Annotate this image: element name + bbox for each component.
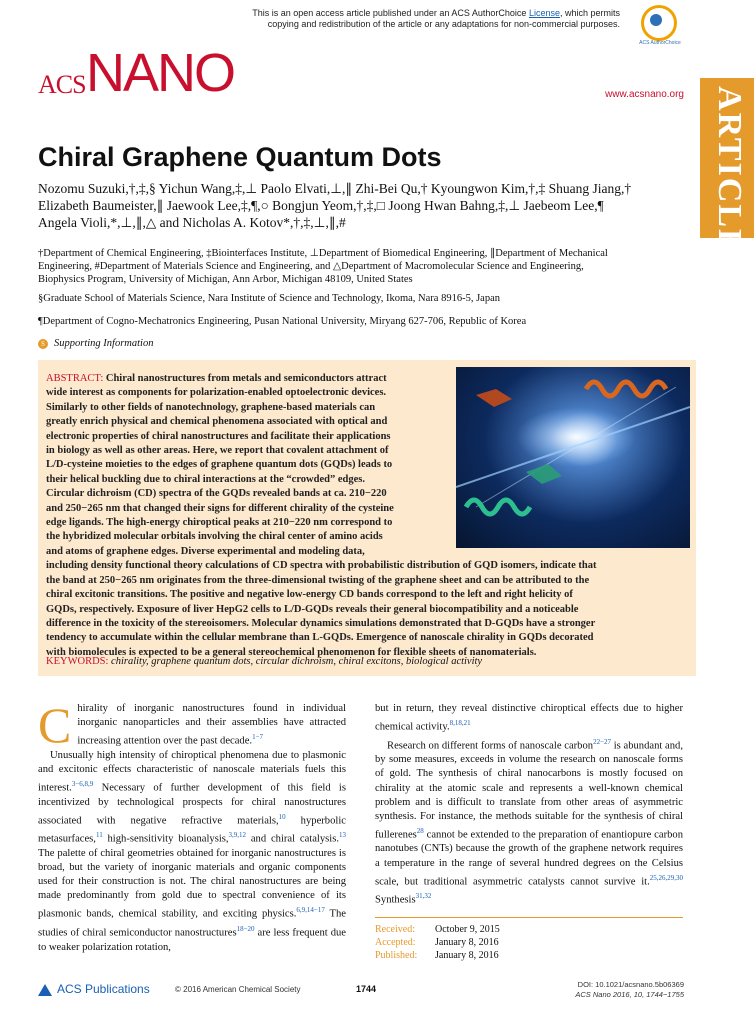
journal-url[interactable]: www.acsnano.org — [605, 89, 684, 100]
body-column-left — [38, 697, 346, 955]
abstract-line: and 250−265 nm that changed their signs for different chirality of the cysteine — [46, 502, 394, 514]
paragraph: Research on different forms of nanoscale carbon$^{22-27}$ is abundant and, by some measures, exceeds in volume the research on nanoscale forms of gold. The synthesis of chiral nanocarbons is mostly focused on chirality at the atomic scale and represents a well-known chemical problem and is difficult to translate from other areas of asymmetric synthesis. For instance, the methods suitable for the synthesis of chiral fullerenes$^{28}$ cannot be extended to the preparation of enantiopure carbon nanotubes (CNTs) because the growth of the graphene network requires a temperature in the range of several hundred degrees on the Celsius scale, but traditional asymmetric catalysts cannot survive it.$^{25,26,29,30}$ Synthesis$^{31,32}$ — [375, 737, 683, 906]
abstract-line: the band at 250−265 nm originates from the three-dimensional twisting of the graphene sheet and can be attributed to the — [46, 574, 590, 586]
citation-link[interactable]: 6,9,14−17 — [296, 906, 325, 915]
logo-acs: ACS — [38, 70, 86, 99]
notice-text: This is an open access article published under an ACS AuthorChoice — [252, 8, 529, 18]
acs-publications-logo[interactable] — [38, 982, 150, 996]
abstract-text — [46, 372, 688, 660]
authorchoice-caption: ACS AuthorChoice — [639, 40, 681, 46]
affiliation-line: †Department of Chemical Engineering, ‡Biointerfaces Institute, ⊥Department of Biomedical Engineering, ∥Department of Mechanical — [38, 248, 608, 259]
abstract-line: Similarly to other fields of nanotechnology, graphene-based materials can — [46, 401, 376, 413]
citation-link[interactable]: 25,26,29,30 — [649, 873, 683, 882]
affiliation-nara: §Graduate School of Materials Science, Nara Institute of Science and Technology, Ikoma, Nara 8916-5, Japan — [38, 293, 500, 304]
drop-cap: C — [38, 697, 72, 753]
citation-link[interactable]: 18−20 — [236, 924, 255, 933]
keywords — [46, 656, 686, 667]
citation: ACS Nano 2016, 10, 1744−1755 — [575, 990, 684, 999]
citation-link[interactable]: 3,9,12 — [228, 831, 247, 840]
paragraph: Unusually high intensity of chiroptical phenomena due to plasmonic and excitonic effects characteristic of nanoscale materials fuels this interest.$^{3-6,8,9}$ Necessary of further development of this field is incentivized by technological prospects for chiral nanostructures associated with negative refractive materials,$^{10}$ hyperbolic metasurfaces,$^{11}$ high-sensitivity bioanalysis,$^{3,9,12}$ and chiral catalysis.$^{13}$ The palette of chiral geometries obtained for inorganic nanostructures is broad, but the variety of inorganic materials and organic components used for their construction is not. The chiral nanostructures are being made predominantly from gold due to spectral convenience of its plasmonic bands, chemical stability, and exciting physics.$^{6,9,14-17}$ The studies of chiral semiconductor nanostructures$^{18-20}$ are less frequent due to weaker polarization rotation, — [38, 749, 346, 953]
abstract-line: edge ligands. The high-energy chiroptical peaks at 210−220 nm correspond to — [46, 517, 393, 529]
date-published: Published: January 8, 2016 — [375, 950, 499, 961]
supporting-label: Supporting Information — [54, 338, 154, 349]
citation-link[interactable]: 28 — [416, 826, 424, 835]
dates-divider — [375, 917, 683, 918]
copyright: © 2016 American Chemical Society — [175, 985, 301, 994]
author-line: Angela Violi,*,⊥,∥,△ and Nicholas A. Kotov*,†,‡,⊥,∥,# — [38, 215, 346, 230]
citation-link[interactable]: 11 — [95, 831, 103, 840]
citation-link[interactable]: 31,32 — [415, 892, 432, 901]
citation-link[interactable]: 13 — [339, 831, 346, 840]
body-column-right — [375, 702, 683, 908]
abstract-line: GQDs, respectively. Exposure of liver HepG2 cells to L/D-GQDs reveals their general biocompatibility and a noticeable — [46, 603, 579, 615]
abstract-line: with biomolecules is expected to be a general stereochemical phenomenon for flexible sheets of nanomaterials. — [46, 646, 537, 658]
publication-dates — [375, 923, 500, 962]
author-line: Nozomu Suzuki,†,‡,§ Yichun Wang,‡,⊥ Paolo Elvati,⊥,∥ Zhi-Bei Qu,† Kyoungwon Kim,†,‡ Shuang Jiang,† — [38, 181, 632, 196]
notice-text-end: , which permits — [559, 8, 620, 18]
citation-link[interactable]: 3−6,8,9 — [71, 780, 94, 788]
abstract-line: and atoms of graphene edges. Diverse experimental and modeling data, — [46, 545, 365, 557]
acs-authorchoice-icon — [641, 5, 677, 41]
paragraph: but in return, they reveal distinctive chiroptical effects due to higher chemical activity.$^{8,18,21}$ — [375, 703, 683, 733]
acs-triangle-icon — [38, 984, 52, 996]
page-number: 1744 — [356, 984, 377, 994]
author-list — [38, 180, 688, 231]
doi[interactable]: DOI: 10.1021/acsnano.5b06369 — [577, 980, 684, 989]
affiliation-line: Engineering, #Department of Materials Science and Engineering, and △Department of Macromolecular Science and Engineering, — [38, 261, 584, 272]
publisher-name: ACS Publications — [57, 982, 150, 996]
supporting-information-link[interactable] — [38, 338, 153, 349]
affiliation-line: Biophysics Program, University of Michigan, Ann Arbor, Michigan 48109, United States — [38, 274, 413, 285]
citation-link[interactable]: 8,18,21 — [449, 719, 471, 728]
open-access-notice — [220, 8, 620, 30]
supporting-info-icon: S — [38, 339, 48, 349]
section-tab — [700, 78, 754, 254]
abstract-label: ABSTRACT: — [46, 373, 104, 384]
abstract-line: wide interest as components for polarization-enabled optoelectronic devices. — [46, 387, 387, 399]
date-accepted: Accepted: January 8, 2016 — [375, 937, 499, 948]
citation-link[interactable]: 10 — [278, 812, 286, 821]
keywords-label: KEYWORDS: — [46, 656, 109, 667]
abstract-line: greatly enrich physical and chemical phenomena associated with optical and — [46, 416, 388, 428]
notice-text-line2: copying and redistribution of the article or any adaptations for non-commercial purposes. — [267, 19, 620, 29]
abstract-line: electronic properties of chiral nanostructures and facilitate their applications — [46, 430, 391, 442]
abstract-line: including density functional theory calculations of CD spectra with probabilistic distribution of GQD isomers, indicate that — [46, 560, 597, 572]
abstract-line: in biology as well as other areas. Here, we report that covalent attachment of — [46, 445, 389, 457]
article-title: Chiral Graphene Quantum Dots — [38, 142, 442, 172]
license-link[interactable]: License — [528, 8, 560, 18]
abstract-line: chiral excitonic transitions. The positive and negative low-energy CD bands correspond to the left and right helicity of — [46, 589, 573, 601]
abstract-line: the hybridized molecular orbitals involving the chiral center of amino acids — [46, 531, 383, 543]
section-label: ARTICLE — [711, 86, 748, 254]
affiliation-michigan — [38, 247, 688, 286]
keywords-value: chirality, graphene quantum dots, circular dichroism, chiral excitons, biological activity — [111, 656, 483, 667]
abstract-line: L/D-cysteine moieties to the edges of graphene quantum dots (GQDs) leads to — [46, 459, 393, 471]
citation-link[interactable]: 22−27 — [593, 737, 612, 746]
abstract-line: difference in the toxicity of the stereoisomers. Molecular dynamics simulations demonstrated that D-GQDs have a stronger — [46, 617, 596, 629]
date-received: Received: October 9, 2015 — [375, 924, 500, 935]
paragraph: Chirality of inorganic nanostructures found in individual inorganic nanoparticles and their assemblies have attracted increasing attention over the past decade.$^{1-7}$ — [38, 697, 346, 753]
author-line: Elizabeth Baumeister,∥ Jaewook Lee,‡,¶,○ Bongjun Yeom,†,‡,□ Joong Hwan Bahng,‡,⊥ Jaebeom Lee,¶ — [38, 198, 604, 213]
citation-link[interactable]: 1−7 — [252, 733, 264, 742]
logo-nano: NANO — [86, 43, 235, 103]
abstract-line: Chiral nanostructures from metals and semiconductors attract — [105, 373, 387, 384]
affiliation-pusan: ¶Department of Cogno-Mechatronics Engineering, Pusan National University, Miryang 627-706, Republic of Korea — [38, 316, 527, 327]
abstract-line: their helical buckling due to chiral interactions at the “crowded” edges. — [46, 473, 365, 485]
abstract-line: Circular dichroism (CD) spectra of the GQDs revealed bands at ca. 210−220 — [46, 488, 387, 500]
abstract-line: tendency to accumulate within the cellular membrane than L-GQDs. Emergence of nanoscale chirality in GQDs decorated — [46, 632, 594, 644]
doi-citation — [560, 980, 684, 1000]
